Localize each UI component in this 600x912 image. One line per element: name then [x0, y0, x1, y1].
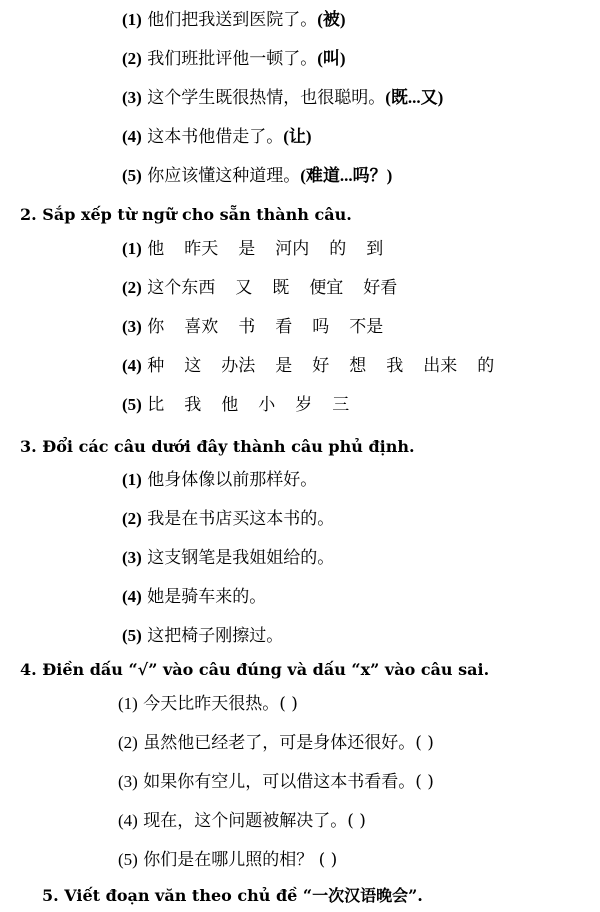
- s4-item-2: [118, 732, 434, 754]
- word: 比: [147, 395, 165, 415]
- item-text: 这支钢笔是我姐姐给的。: [147, 548, 335, 568]
- item-text: 她是骑车来的。: [147, 587, 267, 607]
- item-text: 现在，这个问题被解决了。( ): [143, 811, 366, 831]
- s3-item-1: [122, 469, 317, 491]
- word: 出来: [423, 356, 458, 376]
- word: 种: [147, 356, 165, 376]
- item-number: (5): [122, 166, 142, 185]
- word: 是: [238, 239, 256, 259]
- item-number: (5): [122, 395, 142, 414]
- s4-item-4: [118, 810, 366, 832]
- item-number: (5): [118, 850, 138, 869]
- item-hint: (让): [283, 127, 312, 146]
- s2-item-4: [122, 355, 494, 377]
- s3-item-4: [122, 586, 266, 608]
- s1-item-5: [122, 165, 392, 187]
- item-hint: (叫): [317, 49, 346, 68]
- item-number: (4): [122, 127, 142, 146]
- word: 好: [312, 356, 330, 376]
- item-text: 虽然他已经老了，可是身体还很好。( ): [143, 733, 434, 753]
- item-number: (4): [122, 356, 142, 375]
- word: 他: [221, 395, 239, 415]
- s4-item-5: [118, 849, 337, 871]
- s1-item-2: [122, 48, 346, 70]
- item-number: (2): [122, 509, 142, 528]
- word: 你: [147, 317, 165, 337]
- s1-item-3: [122, 87, 443, 109]
- word: 我: [184, 395, 202, 415]
- word: 的: [477, 356, 495, 376]
- item-hint: (难道...吗？): [300, 166, 393, 185]
- item-number: (3): [122, 88, 142, 107]
- item-number: (3): [118, 772, 138, 791]
- item-text: 你应该懂这种道理。: [147, 166, 301, 186]
- word: 想: [349, 356, 367, 376]
- item-number: (1): [122, 239, 142, 258]
- word: 吗: [312, 317, 330, 337]
- word: 他: [147, 239, 165, 259]
- word: 看: [275, 317, 293, 337]
- s2-item-2: [122, 277, 397, 299]
- s2-item-1: [122, 238, 383, 260]
- word: 三: [332, 395, 350, 415]
- item-number: (4): [118, 811, 138, 830]
- item-number: (1): [122, 10, 142, 29]
- word: 昨天: [184, 239, 219, 259]
- word: 到: [366, 239, 384, 259]
- s4-item-3: [118, 771, 434, 793]
- item-text: 这个学生既很热情，也很聪明。: [147, 88, 386, 108]
- word: 的: [329, 239, 347, 259]
- item-text: 你们是在哪儿照的相？ ( ): [143, 850, 338, 870]
- s4-item-1: [118, 693, 298, 715]
- word: 这: [184, 356, 202, 376]
- item-hint: (被): [317, 10, 346, 29]
- word: 办法: [221, 356, 256, 376]
- item-number: (1): [122, 470, 142, 489]
- word: 书: [238, 317, 256, 337]
- item-number: (5): [122, 626, 142, 645]
- item-text: 这本书他借走了。: [147, 127, 284, 147]
- word: 这个东西: [147, 278, 216, 298]
- word: 岁: [295, 395, 313, 415]
- item-text: 如果你有空儿，可以借这本书看看。( ): [143, 772, 434, 792]
- word: 便宜: [309, 278, 344, 298]
- s1-item-4: [122, 126, 312, 148]
- word: 是: [275, 356, 293, 376]
- s3-item-2: [122, 508, 334, 530]
- s3-item-3: [122, 547, 334, 569]
- item-number: (3): [122, 548, 142, 567]
- word: 不是: [349, 317, 384, 337]
- item-text: 我们班批评他一顿了。: [147, 49, 318, 69]
- section2-heading: 2. Sắp xếp từ ngữ cho sẵn thành câu.: [20, 205, 352, 224]
- item-number: (2): [122, 278, 142, 297]
- word: 河内: [275, 239, 310, 259]
- word: 又: [235, 278, 253, 298]
- item-number: (1): [118, 694, 138, 713]
- item-number: (2): [118, 733, 138, 752]
- s3-item-5: [122, 625, 283, 647]
- s1-item-1: [122, 9, 346, 31]
- item-text: 这把椅子刚擦过。: [147, 626, 284, 646]
- word: 小: [258, 395, 276, 415]
- item-text: 他身体像以前那样好。: [147, 470, 318, 490]
- section4-heading: 4. Điền dấu “√” vào câu đúng và dấu “x” vào câu sai.: [20, 660, 490, 679]
- item-number: (4): [122, 587, 142, 606]
- item-text: 我是在书店买这本书的。: [147, 509, 335, 529]
- section5-heading: 5. Viết đoạn văn theo chủ đề “一次汉语晚会”.: [42, 886, 423, 905]
- section3-heading: 3. Đổi các câu dưới đây thành câu phủ định.: [20, 437, 415, 456]
- s2-item-3: [122, 316, 383, 338]
- item-hint: (既...又): [385, 88, 444, 107]
- word: 我: [386, 356, 404, 376]
- word: 好看: [363, 278, 398, 298]
- item-text: 今天比昨天很热。( ): [143, 694, 298, 714]
- word: 喜欢: [184, 317, 219, 337]
- item-text: 他们把我送到医院了。: [147, 10, 318, 30]
- item-number: (2): [122, 49, 142, 68]
- word: 既: [272, 278, 290, 298]
- s2-item-5: [122, 394, 349, 416]
- item-number: (3): [122, 317, 142, 336]
